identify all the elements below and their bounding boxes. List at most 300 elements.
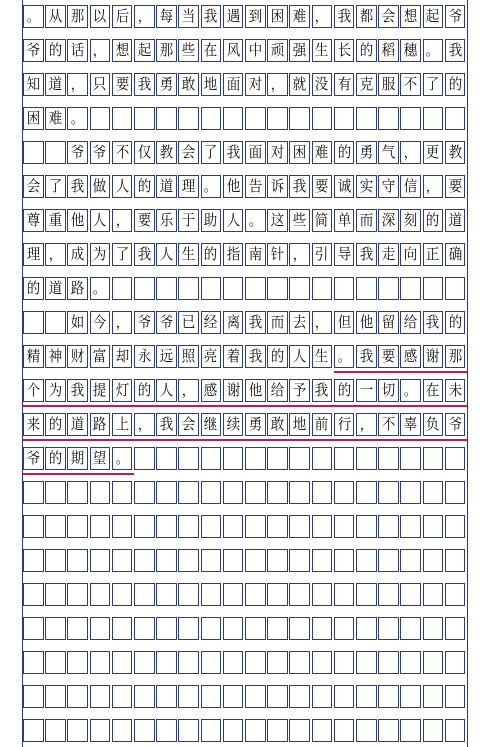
grid-row (23, 243, 467, 266)
grid-cell (267, 277, 288, 300)
grid-cell (156, 107, 177, 130)
grid-cell: 诚 (334, 175, 355, 198)
grid-cell (356, 549, 377, 572)
grid-cell (267, 719, 288, 742)
grid-cell (356, 685, 377, 708)
grid-cell (23, 719, 44, 742)
grid-cell (112, 549, 133, 572)
grid-cell: 道 (445, 209, 466, 232)
grid-cell (289, 277, 310, 300)
grid-cell (201, 447, 222, 470)
grid-cell (90, 719, 111, 742)
grid-cell (267, 685, 288, 708)
grid-cell (134, 549, 155, 572)
grid-row (23, 515, 467, 538)
grid-cell: 勇 (356, 141, 377, 164)
grid-cell: 我 (201, 5, 222, 28)
grid-cell: 未 (445, 379, 466, 402)
grid-cell (45, 481, 66, 504)
grid-cell (445, 651, 466, 674)
grid-cell (245, 515, 266, 538)
grid-cell: 简 (312, 209, 333, 232)
grid-cell: ， (423, 175, 444, 198)
grid-cell (289, 107, 310, 130)
grid-cell: 他 (245, 379, 266, 402)
grid-cell (267, 617, 288, 640)
grid-cell (400, 651, 421, 674)
grid-cell: 想 (112, 39, 133, 62)
grid-cell: 针 (267, 243, 288, 266)
grid-cell: 爷 (90, 141, 111, 164)
grid-cell: 告 (245, 175, 266, 198)
grid-cell (67, 651, 88, 674)
grid-cell: 。 (23, 5, 44, 28)
grid-cell (267, 549, 288, 572)
grid-cell (267, 583, 288, 606)
grid-cell (289, 685, 310, 708)
grid-cell: 。 (400, 379, 421, 402)
grid-cell (23, 549, 44, 572)
grid-cell (267, 651, 288, 674)
grid-row (23, 175, 467, 198)
grid-cell (45, 141, 66, 164)
grid-cell (134, 277, 155, 300)
grid-cell: 理 (178, 175, 199, 198)
grid-cell (223, 719, 244, 742)
grid-cell (90, 481, 111, 504)
grid-cell: 路 (67, 277, 88, 300)
grid-cell: 给 (267, 379, 288, 402)
grid-cell (289, 617, 310, 640)
grid-cell: 克 (356, 73, 377, 96)
grid-cell (23, 685, 44, 708)
grid-row (23, 107, 467, 130)
grid-cell (201, 583, 222, 606)
grid-cell: ， (67, 73, 88, 96)
grid-cell (178, 107, 199, 130)
grid-cell (245, 651, 266, 674)
grid-cell: 今 (90, 311, 111, 334)
grid-cell: 去 (289, 311, 310, 334)
grid-cell (378, 549, 399, 572)
grid-cell: ， (312, 311, 333, 334)
grid-cell: 深 (378, 209, 399, 232)
grid-cell (423, 719, 444, 742)
grid-cell (356, 277, 377, 300)
grid-cell: 些 (289, 209, 310, 232)
grid-cell: 指 (223, 243, 244, 266)
grid-cell: 勇 (156, 73, 177, 96)
grid-cell: 的 (423, 209, 444, 232)
grid-cell: 来 (23, 413, 44, 436)
grid-cell (201, 277, 222, 300)
grid-cell (289, 549, 310, 572)
grid-cell (245, 617, 266, 640)
grid-cell: 勇 (245, 413, 266, 436)
grid-cell (134, 685, 155, 708)
grid-cell (445, 277, 466, 300)
grid-cell (67, 583, 88, 606)
grid-cell: 有 (334, 73, 355, 96)
grid-cell (223, 549, 244, 572)
grid-cell: 都 (356, 5, 377, 28)
grid-cell (178, 685, 199, 708)
grid-row (23, 277, 467, 300)
grid-cell: 着 (223, 345, 244, 368)
grid-cell (312, 719, 333, 742)
grid-cell (356, 617, 377, 640)
grid-cell (334, 583, 355, 606)
grid-cell: 会 (23, 175, 44, 198)
grid-row (23, 413, 467, 436)
grid-cell: 气 (378, 141, 399, 164)
grid-cell (45, 549, 66, 572)
grid-cell (423, 277, 444, 300)
grid-cell (334, 719, 355, 742)
grid-cell: 后 (112, 5, 133, 28)
grid-cell (201, 515, 222, 538)
grid-cell (378, 617, 399, 640)
grid-cell: 精 (23, 345, 44, 368)
grid-cell: ， (178, 379, 199, 402)
grid-cell: 我 (245, 345, 266, 368)
grid-cell (23, 515, 44, 538)
grid-cell (423, 583, 444, 606)
grid-cell (334, 617, 355, 640)
grid-cell: 我 (289, 175, 310, 198)
grid-cell (223, 651, 244, 674)
grid-cell (400, 685, 421, 708)
grid-cell: 他 (356, 311, 377, 334)
grid-cell: 道 (45, 277, 66, 300)
grid-cell (356, 651, 377, 674)
grid-cell (356, 719, 377, 742)
grid-cell (400, 481, 421, 504)
grid-cell (156, 549, 177, 572)
grid-cell: 道 (156, 175, 177, 198)
grid-cell (267, 447, 288, 470)
grid-cell: 在 (423, 379, 444, 402)
grid-cell (334, 481, 355, 504)
grid-cell: 灯 (112, 379, 133, 402)
grid-cell (178, 583, 199, 606)
grid-row (23, 481, 467, 504)
grid-cell (312, 583, 333, 606)
grid-row (23, 583, 467, 606)
grid-cell: 尊 (23, 209, 44, 232)
grid-row (23, 447, 467, 470)
grid-cell: 的 (201, 243, 222, 266)
grid-cell: 我 (312, 379, 333, 402)
grid-row (23, 141, 467, 164)
grid-cell (245, 107, 266, 130)
grid-cell (156, 583, 177, 606)
grid-cell: 起 (423, 5, 444, 28)
grid-cell (400, 617, 421, 640)
grid-cell (312, 617, 333, 640)
grid-cell (156, 447, 177, 470)
grid-cell: 为 (45, 379, 66, 402)
grid-cell: 起 (134, 39, 155, 62)
grid-cell: 我 (67, 175, 88, 198)
grid-cell (112, 685, 133, 708)
grid-cell: 。 (334, 345, 355, 368)
grid-cell (312, 447, 333, 470)
grid-cell: ， (112, 209, 133, 232)
grid-cell (134, 617, 155, 640)
grid-cell (378, 685, 399, 708)
grid-cell: 长 (334, 39, 355, 62)
grid-cell: 于 (178, 209, 199, 232)
grid-row (23, 379, 467, 402)
grid-cell: 却 (112, 345, 133, 368)
grid-cell (201, 481, 222, 504)
grid-cell (23, 141, 44, 164)
grid-cell (134, 481, 155, 504)
grid-cell (23, 481, 44, 504)
grid-cell (223, 617, 244, 640)
grid-cell: 爷 (134, 311, 155, 334)
grid-cell (400, 719, 421, 742)
grid-cell: 困 (23, 107, 44, 130)
grid-cell: 些 (178, 39, 199, 62)
grid-cell: 服 (378, 73, 399, 96)
grid-cell: 。 (245, 209, 266, 232)
grid-row (23, 5, 467, 28)
grid-cell (178, 651, 199, 674)
grid-cell: 上 (112, 413, 133, 436)
grid-cell: 顽 (267, 39, 288, 62)
grid-cell: 提 (90, 379, 111, 402)
grid-cell: 我 (356, 243, 377, 266)
grid-cell (334, 651, 355, 674)
grid-cell (245, 685, 266, 708)
grid-cell: 向 (400, 243, 421, 266)
grid-cell: 人 (156, 243, 177, 266)
grid-cell (356, 583, 377, 606)
grid-cell (356, 107, 377, 130)
grid-cell (356, 515, 377, 538)
grid-cell (312, 685, 333, 708)
grid-cell: 切 (378, 379, 399, 402)
grid-cell: 的 (45, 39, 66, 62)
grid-cell (201, 107, 222, 130)
grid-row (23, 345, 467, 368)
grid-cell (223, 583, 244, 606)
grid-cell: ， (312, 5, 333, 28)
grid-cell (289, 651, 310, 674)
grid-cell: 那 (445, 345, 466, 368)
grid-row (23, 685, 467, 708)
grid-cell: 道 (67, 413, 88, 436)
grid-cell (67, 719, 88, 742)
grid-cell: 如 (67, 311, 88, 334)
grid-cell: 经 (201, 311, 222, 334)
grid-cell: 面 (223, 73, 244, 96)
grid-cell (445, 719, 466, 742)
grid-cell: 的 (445, 311, 466, 334)
grid-cell: 实 (356, 175, 377, 198)
grid-cell: 南 (245, 243, 266, 266)
grid-cell: 我 (67, 379, 88, 402)
grid-cell (378, 481, 399, 504)
grid-cell: 人 (112, 175, 133, 198)
grid-cell: 面 (245, 141, 266, 164)
grid-cell (90, 651, 111, 674)
grid-cell: 对 (245, 73, 266, 96)
grid-cell (134, 719, 155, 742)
grid-cell: 远 (156, 345, 177, 368)
grid-cell: 负 (423, 413, 444, 436)
grid-cell (201, 719, 222, 742)
grid-cell (400, 107, 421, 130)
grid-cell (178, 549, 199, 572)
grid-cell: 那 (156, 39, 177, 62)
grid-cell (378, 515, 399, 538)
grid-cell: 难 (45, 107, 66, 130)
grid-cell (245, 549, 266, 572)
grid-cell (23, 617, 44, 640)
grid-cell (334, 549, 355, 572)
grid-cell (45, 685, 66, 708)
grid-cell: 的 (267, 345, 288, 368)
grid-cell: 仅 (134, 141, 155, 164)
grid-cell: 教 (445, 141, 466, 164)
grid-cell (156, 685, 177, 708)
grid-cell: 的 (134, 379, 155, 402)
grid-cell (334, 447, 355, 470)
grid-row (23, 719, 467, 742)
grid-cell: 的 (334, 379, 355, 402)
grid-cell: 刻 (400, 209, 421, 232)
grid-cell: 引 (312, 243, 333, 266)
grid-cell (178, 277, 199, 300)
grid-cell: 谢 (423, 345, 444, 368)
grid-cell (445, 515, 466, 538)
grid-cell: 在 (201, 39, 222, 62)
grid-cell: 我 (156, 413, 177, 436)
grid-cell: 困 (267, 5, 288, 28)
grid-cell: 每 (156, 5, 177, 28)
grid-cell (45, 651, 66, 674)
grid-cell: ， (267, 73, 288, 96)
grid-cell: 照 (178, 345, 199, 368)
grid-cell: ， (134, 5, 155, 28)
grid-cell: 困 (289, 141, 310, 164)
grid-cell (223, 515, 244, 538)
red-underline (23, 405, 467, 407)
grid-cell (67, 685, 88, 708)
grid-cell: 乐 (156, 209, 177, 232)
grid-cell: 要 (445, 175, 466, 198)
grid-row (23, 617, 467, 640)
grid-cell (378, 107, 399, 130)
grid-cell (90, 515, 111, 538)
grid-cell: ， (112, 311, 133, 334)
grid-cell: 继 (201, 413, 222, 436)
grid-cell: 生 (312, 345, 333, 368)
grid-cell: 敢 (267, 413, 288, 436)
grid-cell (245, 447, 266, 470)
grid-cell (201, 651, 222, 674)
grid-cell (423, 447, 444, 470)
grid-cell (178, 719, 199, 742)
grid-cell (112, 617, 133, 640)
grid-cell (134, 447, 155, 470)
grid-cell: 留 (378, 311, 399, 334)
grid-cell (90, 583, 111, 606)
grid-cell: 感 (400, 345, 421, 368)
grid-cell: 望 (90, 447, 111, 470)
grid-cell (23, 583, 44, 606)
grid-cell: 财 (67, 345, 88, 368)
grid-cell: 神 (45, 345, 66, 368)
grid-cell (112, 107, 133, 130)
grid-cell (201, 617, 222, 640)
grid-row (23, 549, 467, 572)
grid-cell: 助 (201, 209, 222, 232)
grid-cell (312, 549, 333, 572)
grid-cell (245, 277, 266, 300)
grid-cell (378, 277, 399, 300)
grid-cell: 我 (445, 39, 466, 62)
grid-cell: 从 (45, 5, 66, 28)
grid-cell (378, 447, 399, 470)
grid-cell (23, 651, 44, 674)
grid-cell (223, 107, 244, 130)
grid-cell: 的 (445, 73, 466, 96)
grid-cell (201, 685, 222, 708)
grid-cell (134, 515, 155, 538)
grid-cell (423, 515, 444, 538)
grid-cell: 只 (90, 73, 111, 96)
grid-cell: 穗 (400, 39, 421, 62)
grid-cell (134, 651, 155, 674)
grid-cell: 他 (223, 175, 244, 198)
grid-cell (178, 515, 199, 538)
grid-cell: 我 (134, 73, 155, 96)
red-underline (23, 439, 467, 441)
grid-cell: 爷 (23, 447, 44, 470)
grid-cell (378, 583, 399, 606)
grid-cell (445, 107, 466, 130)
grid-cell: 的 (45, 413, 66, 436)
grid-cell: 的 (45, 447, 66, 470)
grid-cell (245, 719, 266, 742)
grid-cell (334, 685, 355, 708)
grid-cell: 道 (45, 73, 66, 96)
grid-row (23, 651, 467, 674)
grid-cell: ， (356, 413, 377, 436)
grid-cell (445, 549, 466, 572)
grid-cell: 我 (334, 5, 355, 28)
grid-cell: 个 (23, 379, 44, 402)
grid-cell: 难 (312, 141, 333, 164)
grid-cell: 人 (289, 345, 310, 368)
grid-cell (445, 481, 466, 504)
grid-cell (178, 447, 199, 470)
grid-cell (45, 719, 66, 742)
grid-cell (23, 311, 44, 334)
grid-cell (67, 549, 88, 572)
grid-row (23, 73, 467, 96)
grid-cell (400, 277, 421, 300)
grid-cell: 的 (134, 175, 155, 198)
grid-cell: 理 (23, 243, 44, 266)
grid-cell: 而 (267, 311, 288, 334)
grid-cell: ， (134, 413, 155, 436)
grid-cell: 对 (267, 141, 288, 164)
